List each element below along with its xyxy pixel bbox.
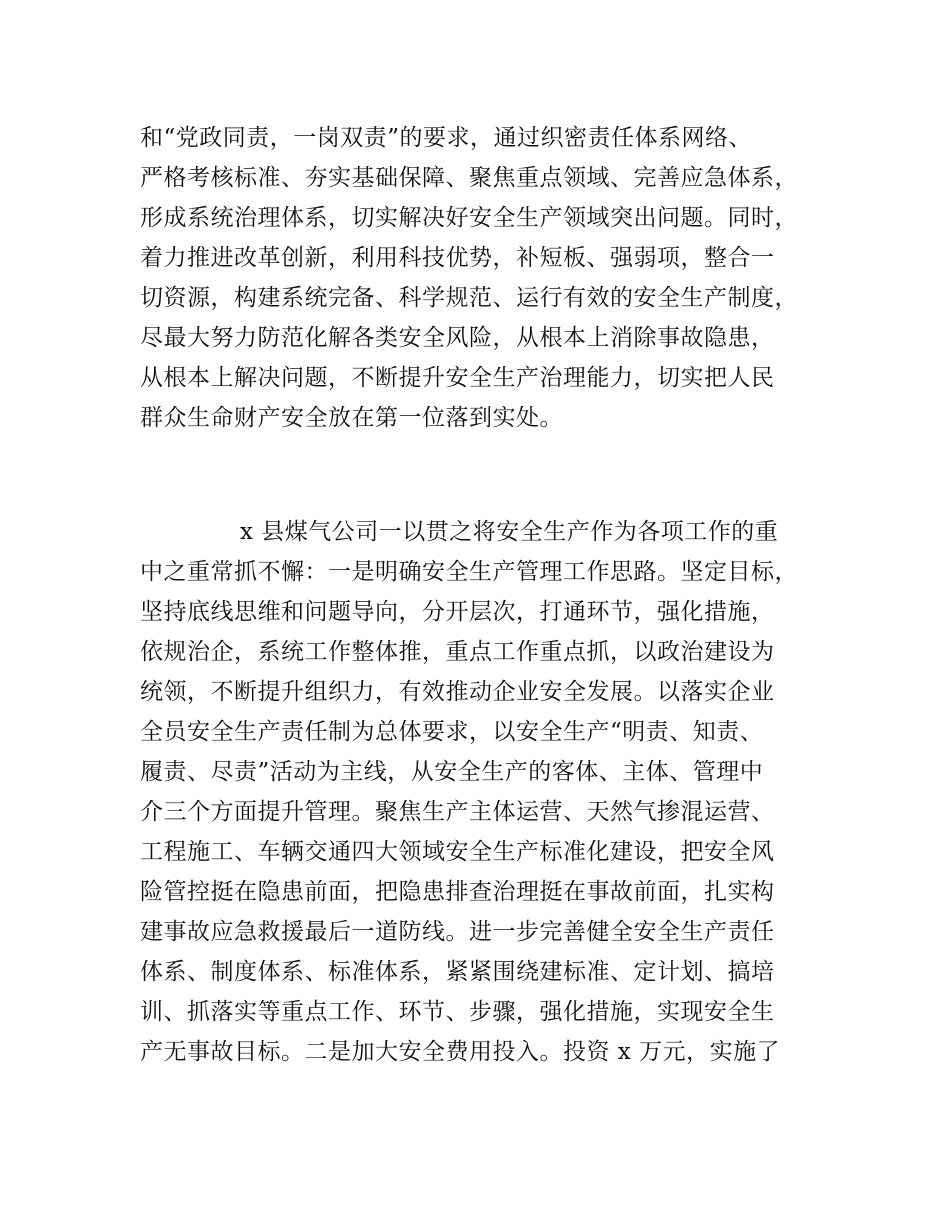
text-line: 依规治企，系统工作整体推，重点工作重点抓，以政治建设为 [140,639,775,665]
text-line: 介三个方面提升管理。聚焦生产主体运营、天然气掺混运营、 [140,799,775,825]
text-line: 从根本上解决问题，不断提升安全生产治理能力，切实把人民 [140,365,775,391]
text-line: 坚持底线思维和问题导向，分开层次，打通环节，强化措施， [140,599,775,625]
text-line: 和“党政同责，一岗双责”的要求，通过织密责任体系网络、 [140,125,753,151]
text-line: 履责、尽责”活动为主线，从安全生产的客体、主体、管理中 [140,759,764,785]
text-line: 体系、制度体系、标准体系，紧紧围绕建标准、定计划、搞培 [140,959,775,985]
text-line: 严格考核标准、夯实基础保障、聚焦重点领域、完善应急体系， [140,165,798,191]
text-line: 中之重常抓不懈：一是明确安全生产管理工作思路。坚定目标， [140,559,798,585]
text-line: 形成系统治理体系，切实解决好安全生产领域突出问题。同时， [140,205,798,231]
text-line: 尽最大努力防范化解各类安全风险，从根本上消除事故隐患， [140,325,775,351]
paragraph-1 [140,118,830,438]
text-line: 着力推进改革创新，利用科技优势，补短板、强弱项，整合一 [140,245,775,271]
text-line: 险管控挺在隐患前面，把隐患排查治理挺在事故前面，扎实构 [140,879,775,905]
paragraph-2 [140,512,830,1072]
text-line: 全员安全生产责任制为总体要求，以安全生产“明责、知责、 [140,719,764,745]
text-line: 群众生命财产安全放在第一位落到实处。 [140,405,563,431]
text-line: 切资源，构建系统完备、科学规范、运行有效的安全生产制度， [140,285,798,311]
text-line-indented: x 县煤气公司一以贯之将安全生产作为各项工作的重 [240,519,779,545]
text-line: 训、抓落实等重点工作、环节、步骤，强化措施，实现安全生 [140,999,775,1025]
text-line: 统领，不断提升组织力，有效推动企业安全发展。以落实企业 [140,679,775,705]
text-line: 产无事故目标。二是加大安全费用投入。投资 x 万元，实施了 [140,1039,781,1065]
text-line: 建事故应急救援最后一道防线。进一步完善健全安全生产责任 [140,919,775,945]
text-line: 工程施工、车辆交通四大领域安全生产标准化建设，把安全风 [140,839,775,865]
